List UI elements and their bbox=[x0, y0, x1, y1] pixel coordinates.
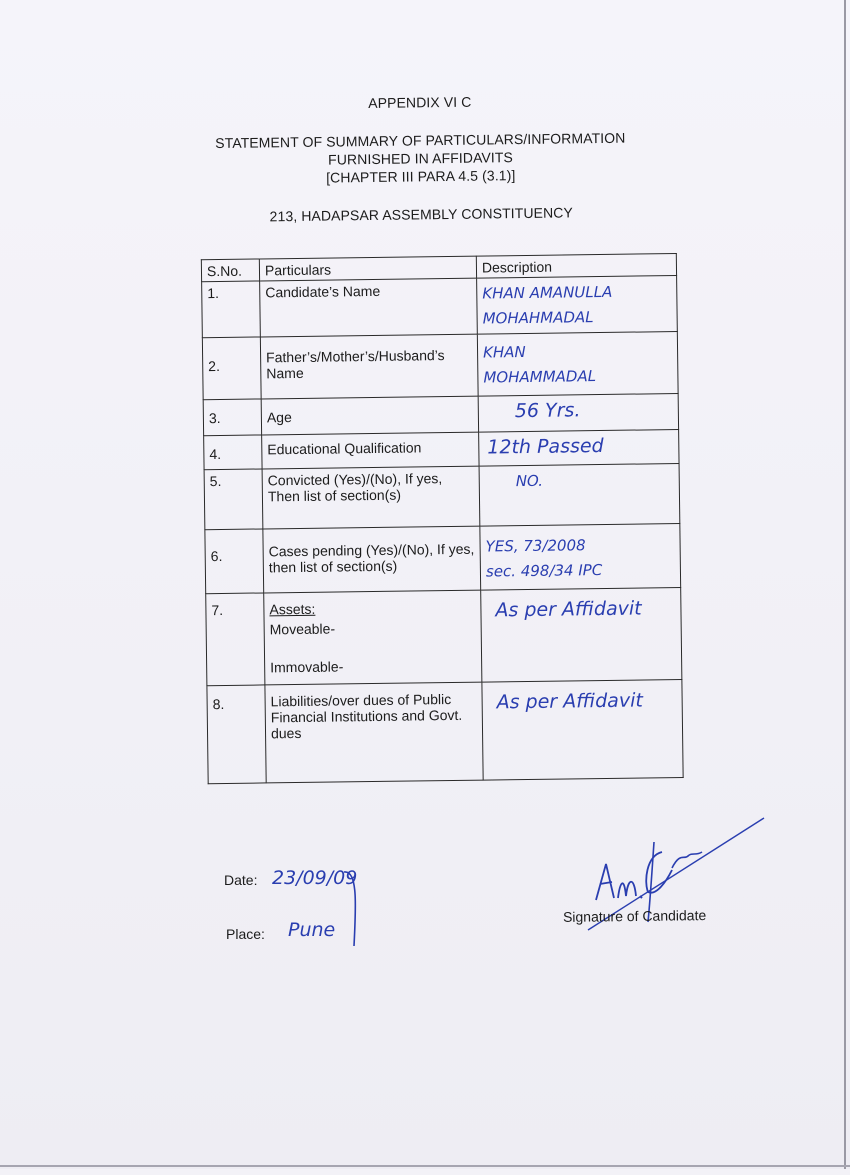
row-sno: 4. bbox=[204, 435, 262, 470]
date-value: 23/09/09 bbox=[272, 867, 358, 889]
row-particular: Cases pending (Yes)/(No), If yes, then list of section(s) bbox=[263, 526, 481, 593]
row-sno: 3. bbox=[203, 399, 261, 436]
handwritten-value: NO. bbox=[515, 471, 544, 491]
row-description bbox=[479, 463, 680, 526]
row-sno: 2. bbox=[202, 337, 261, 400]
row-sno: 6. bbox=[205, 529, 264, 594]
row-particular: Educational Qualification bbox=[262, 432, 479, 469]
handwritten-value: 56 Yrs. bbox=[514, 399, 581, 423]
statement-title-line1: STATEMENT OF SUMMARY OF PARTICULARS/INFORMATION bbox=[215, 129, 626, 152]
handwritten-value: As per Affidavit bbox=[495, 597, 642, 622]
table-row bbox=[204, 463, 680, 529]
row-sno: 5. bbox=[204, 469, 263, 530]
row-description bbox=[477, 276, 678, 335]
row-sno: 1. bbox=[202, 281, 261, 338]
appendix-title: APPENDIX VI C bbox=[368, 93, 472, 112]
col-header-description: Description bbox=[476, 254, 676, 279]
statement-title-line3: [CHAPTER III PARA 4.5 (3.1)] bbox=[326, 167, 516, 186]
row-assets bbox=[264, 590, 482, 685]
table-row bbox=[207, 679, 683, 783]
row-description bbox=[480, 523, 681, 590]
col-header-sno: S.No. bbox=[201, 259, 259, 282]
row-sno: 7. bbox=[206, 593, 265, 686]
row-particular: Age bbox=[261, 396, 478, 435]
row-particular: Convicted (Yes)/(No), If yes, Then list of section(s) bbox=[262, 466, 480, 529]
place-value: Pune bbox=[288, 919, 336, 941]
row-description bbox=[481, 587, 682, 682]
particulars-table bbox=[201, 253, 684, 784]
row-particular: Father’s/Mother’s/Husband’s Name bbox=[260, 334, 478, 399]
date-bracket-mark bbox=[340, 866, 370, 956]
row-sno: 8. bbox=[207, 685, 266, 784]
table-row bbox=[202, 276, 678, 338]
col-header-particulars: Particulars bbox=[259, 256, 476, 281]
handwritten-value: YES, 73/2008 bbox=[485, 536, 586, 556]
assets-moveable: Moveable- bbox=[269, 620, 336, 638]
table-row bbox=[206, 587, 682, 685]
handwritten-value: sec. 498/34 IPC bbox=[485, 561, 603, 581]
row-description bbox=[482, 679, 683, 780]
row-description bbox=[479, 430, 679, 467]
signature-label: Signature of Candidate bbox=[562, 907, 707, 925]
table-row bbox=[205, 523, 681, 593]
statement-title-line2: FURNISHED IN AFFIDAVITS bbox=[328, 149, 514, 168]
row-description bbox=[478, 394, 678, 433]
row-particular: Candidate’s Name bbox=[260, 278, 478, 337]
date-label: Date: bbox=[224, 872, 258, 888]
handwritten-value: KHAN AMANULLA bbox=[482, 282, 613, 303]
handwritten-value: MOHAMMADAL bbox=[483, 367, 597, 387]
constituency-title: 213, HADAPSAR ASSEMBLY CONSTITUENCY bbox=[269, 204, 573, 225]
assets-immovable: Immovable- bbox=[270, 658, 344, 676]
handwritten-value: MOHAHMADAL bbox=[482, 308, 594, 328]
handwritten-value: 12th Passed bbox=[487, 434, 604, 459]
place-label: Place: bbox=[226, 926, 265, 942]
handwritten-value: KHAN bbox=[482, 342, 526, 362]
row-description bbox=[477, 332, 678, 397]
table-row bbox=[202, 332, 678, 400]
table-row bbox=[203, 394, 678, 436]
row-particular: Liabilities/over dues of Public Financial Institutions and Govt. dues bbox=[265, 682, 483, 783]
handwritten-value: As per Affidavit bbox=[496, 689, 643, 714]
assets-heading: Assets: bbox=[269, 600, 316, 618]
